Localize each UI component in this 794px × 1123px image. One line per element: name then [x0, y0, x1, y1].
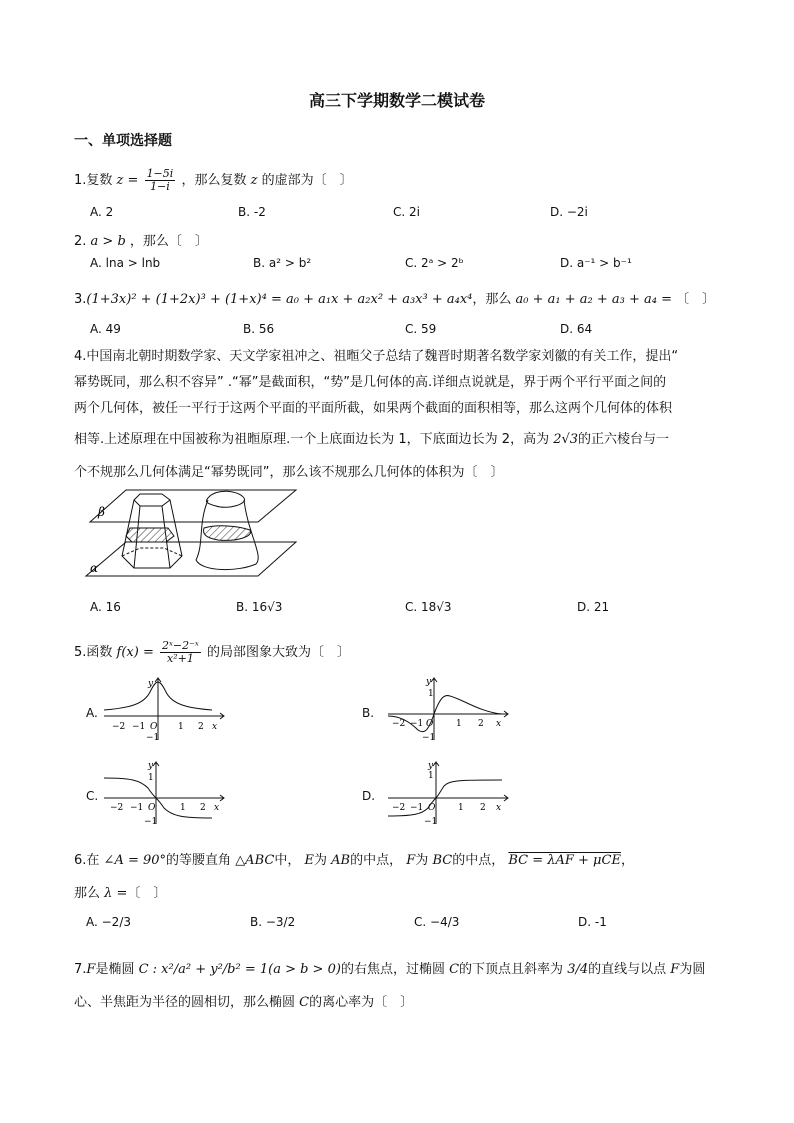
tick: O	[148, 803, 156, 813]
tick: −2	[110, 803, 124, 813]
q6-text: 的中点，	[350, 853, 403, 868]
question-1	[74, 168, 353, 193]
q2-prefix: 2.	[74, 234, 87, 249]
q7-f2: F	[670, 962, 680, 977]
q6-triangle: △ABC	[235, 853, 275, 868]
question-3	[74, 288, 715, 307]
q4-line-4-text: 相等.上述原理在中国被称为祖暅原理.一个上底面边长为 1，下底面边长为 2，高为	[74, 432, 550, 447]
q4-line-3: 两个几何体，被任一平行于这两个平面的平面所截，如果两个截面的面积相等，那么这两个几何体的体积	[74, 401, 673, 416]
q6-text: 的中点，	[452, 853, 505, 868]
q6-lambda: λ =	[104, 886, 128, 901]
alpha-label: α	[90, 561, 99, 575]
question-5	[74, 640, 350, 665]
section-heading: 一、单项选择题	[74, 133, 172, 149]
tick: 1	[458, 803, 464, 813]
question-6	[74, 849, 634, 868]
q2-option-d[interactable]: D. a⁻¹ > b⁻¹	[560, 256, 632, 270]
q5-num: 2ˣ−2⁻ˣ	[162, 639, 199, 652]
q4-option-c[interactable]: C. 18√3	[405, 600, 452, 614]
q3-prefix: 3.	[74, 292, 87, 307]
y-label: y	[148, 679, 154, 689]
q2-suffix: ，那么〔 〕	[129, 234, 208, 249]
tick: O	[426, 719, 434, 729]
tick: −1	[146, 733, 160, 743]
tick: 2	[198, 722, 204, 732]
q6-option-b[interactable]: B. −3/2	[250, 915, 296, 929]
tick: 1	[148, 773, 154, 783]
q5-graph-b	[384, 674, 514, 744]
q1-option-c[interactable]: C. 2i	[393, 205, 420, 219]
q1-suffix: 的虚部为〔 〕	[261, 173, 353, 189]
q6-e: E	[304, 853, 314, 868]
q7-text: 的下顶点且斜率为	[459, 962, 564, 977]
tick: 2	[200, 803, 206, 813]
y-label: y	[148, 761, 154, 771]
tick: −1	[422, 733, 436, 743]
q6-text: 中，	[274, 853, 301, 868]
q1-z2: z	[250, 173, 258, 189]
tick: 1	[428, 771, 434, 781]
q6-angle: ∠A = 90°	[103, 853, 167, 868]
q6-text: 那么	[74, 886, 101, 901]
tick: −1	[132, 722, 146, 732]
tick: x	[496, 719, 502, 729]
q7-c2: C	[299, 995, 310, 1010]
q6-ab: AB	[331, 853, 351, 868]
q4-line-4	[74, 428, 669, 447]
q6-line-2	[74, 882, 166, 901]
q7-text: 心、半焦距为半径的圆相切，那么椭圆	[74, 995, 296, 1010]
q7-text: 的直线与以点	[588, 962, 667, 977]
q5-suffix: 的局部图象大致为〔 〕	[206, 645, 350, 661]
q4-line-5: 个不规那么几何体满足“幂势既同”，那么该不规那么几何体的体积为〔 〕	[74, 465, 504, 480]
q1-num: 1−5i	[146, 167, 174, 180]
q7-text: 的离心率为〔 〕	[309, 995, 414, 1010]
q4-option-d[interactable]: D. 21	[577, 600, 610, 614]
q6-text: ，	[620, 853, 634, 868]
y-label: y	[426, 677, 432, 687]
q1-option-b[interactable]: B. -2	[238, 205, 266, 219]
tick: −1	[424, 817, 438, 827]
q7-text: 7.	[74, 962, 87, 977]
q5-label-b[interactable]: B.	[362, 706, 375, 720]
q3-mid: ，那么	[472, 292, 512, 307]
q3-option-a[interactable]: A. 49	[90, 322, 121, 336]
q2-condition: a > b	[90, 234, 126, 249]
q3-sum: a₀ + a₁ + a₂ + a₃ + a₄ =	[515, 292, 672, 307]
q6-text: 的等腰直角	[166, 853, 232, 868]
q4-figure	[78, 484, 300, 580]
q7-text: 是椭圆	[95, 962, 135, 977]
q6-text: 6.在	[74, 853, 100, 868]
q6-f: F	[406, 853, 416, 868]
tick: 2	[480, 803, 486, 813]
tick: O	[150, 722, 158, 732]
q4-option-b[interactable]: B. 16√3	[236, 600, 283, 614]
q3-option-b[interactable]: B. 56	[243, 322, 275, 336]
tick: −1	[410, 803, 424, 813]
q1-den: 1−i	[150, 180, 170, 194]
tick: 2	[478, 719, 484, 729]
tick: 1	[428, 689, 434, 699]
q6-option-a[interactable]: A. −2/3	[86, 915, 131, 929]
q5-label-d[interactable]: D.	[362, 789, 376, 803]
q6-option-d[interactable]: D. -1	[578, 915, 607, 929]
tick: O	[428, 803, 436, 813]
q7-line-2	[74, 991, 413, 1010]
q5-fraction	[160, 640, 201, 665]
tick: x	[496, 803, 502, 813]
q5-fx: f(x) =	[116, 645, 154, 661]
tick: x	[212, 722, 218, 732]
q1-text: ，那么复数	[181, 173, 247, 189]
tick: 1	[456, 719, 462, 729]
q7-slope: 3/4	[567, 962, 589, 977]
q5-graph-a	[100, 674, 230, 744]
q6-vector-equation: BC = λAF + μCE	[508, 853, 621, 868]
tick: −1	[410, 719, 424, 729]
tick: 1	[178, 722, 184, 732]
tick: −2	[392, 719, 406, 729]
q2-option-a[interactable]: A. lna > lnb	[90, 256, 161, 270]
q1-option-a[interactable]: A. 2	[90, 205, 114, 219]
q5-graph-c	[100, 758, 230, 828]
y-label: y	[428, 761, 434, 771]
q7-c: C	[449, 962, 460, 977]
q5-label-a[interactable]: A.	[86, 706, 98, 720]
q1-prefix: 1.复数	[74, 173, 113, 189]
q5-label-c[interactable]: C.	[86, 789, 99, 803]
q5-den: x²+1	[167, 652, 194, 666]
q4-line-1: 4.中国南北朝时期数学家、天文学家祖冲之、祖暅父子总结了魏晋时期著名数学家刘徽的有关工作，提出“	[74, 349, 679, 364]
tick: −2	[112, 722, 126, 732]
q7-text: 的右焦点，过椭圆	[340, 962, 445, 977]
q1-fraction	[145, 168, 176, 193]
q3-option-d[interactable]: D. 64	[560, 322, 593, 336]
beta-label: β	[98, 505, 105, 519]
q2-option-b[interactable]: B. a² > b²	[253, 256, 312, 270]
q7-text: 为圆	[679, 962, 706, 977]
q6-option-c[interactable]: C. −4/3	[414, 915, 460, 929]
q6-text: 为	[313, 853, 327, 868]
question-2	[74, 230, 208, 249]
q7-f: F	[86, 962, 96, 977]
page-title: 高三下学期数学二模试卷	[308, 91, 485, 110]
q6-text: 〔 〕	[127, 886, 167, 901]
q3-expression: (1+3x)² + (1+2x)³ + (1+x)⁴ = a₀ + a₁x + a₂x² + a₃x³ + a₄x⁴	[86, 292, 473, 307]
q3-option-c[interactable]: C. 59	[405, 322, 437, 336]
tick: −1	[144, 817, 158, 827]
q4-height: 2√3	[553, 432, 579, 447]
tick: 1	[180, 803, 186, 813]
q1-option-d[interactable]: D. −2i	[550, 205, 588, 219]
q7-ellipse: C : x²/a² + y²/b² = 1(a > b > 0)	[138, 962, 341, 977]
tick: −2	[392, 803, 406, 813]
q6-text: 为	[415, 853, 429, 868]
question-7	[74, 958, 705, 977]
tick: −1	[130, 803, 144, 813]
q1-z: z =	[116, 173, 139, 189]
q6-bc: BC	[432, 853, 453, 868]
q2-option-c[interactable]: C. 2ᵃ > 2ᵇ	[405, 256, 464, 270]
tick: x	[214, 803, 220, 813]
q5-graph-d	[384, 758, 514, 828]
q5-prefix: 5.函数	[74, 645, 113, 661]
q4-option-a[interactable]: A. 16	[90, 600, 121, 614]
q4-line-4-end: 的正六棱台与一	[578, 432, 670, 447]
q4-line-2: 幂势既同，那么积不容异” .“幂”是截面积，“势”是几何体的高.详细点说就是，界于两个平行平面之间的	[74, 375, 667, 390]
q3-suffix: 〔 〕	[676, 292, 716, 307]
